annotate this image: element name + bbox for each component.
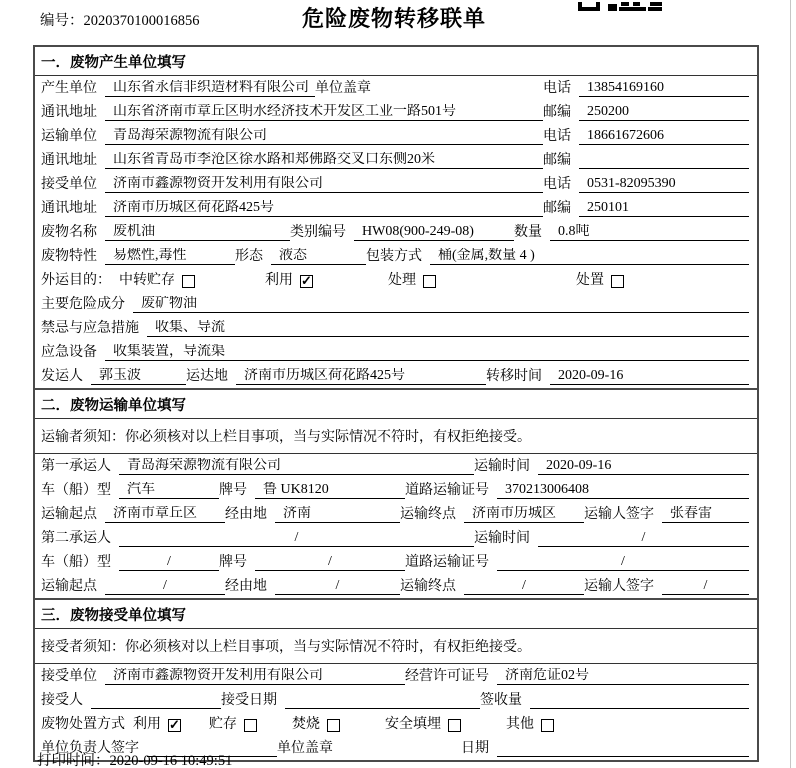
checkbox-group xyxy=(133,717,181,733)
field-value: 废矿物油 xyxy=(133,296,749,313)
checkbox-group xyxy=(576,273,624,289)
field-label: 接受单位 xyxy=(41,669,97,684)
checkbox-group xyxy=(385,717,461,733)
checkbox-unchecked-icon xyxy=(448,719,461,732)
form-row xyxy=(35,172,757,196)
checkbox-label: 焚烧 xyxy=(292,717,320,732)
field-label: 废物名称 xyxy=(41,225,97,240)
field-label: 经由地 xyxy=(225,507,267,522)
field-label: 道路运输证号 xyxy=(405,555,489,570)
field-label: 通讯地址 xyxy=(41,201,97,216)
field-value xyxy=(91,708,221,709)
serial-value: 2020370100016856 xyxy=(83,13,200,29)
spacer xyxy=(195,288,265,289)
field-value xyxy=(285,708,480,709)
field-value: 鲁 UK8120 xyxy=(255,482,405,499)
field-value: / xyxy=(497,554,749,571)
print-time-label: 打印时间： xyxy=(37,753,110,768)
field-value: 收集、导流 xyxy=(147,320,749,337)
field-label: 通讯地址 xyxy=(41,105,97,120)
field-value: / xyxy=(255,554,405,571)
field-value: 山东省济南市章丘区明水经济技术开发区工业一路501号 xyxy=(105,104,543,121)
section-title: 二．废物运输单位填写 xyxy=(35,388,757,419)
field-value xyxy=(530,708,749,709)
field-value: 济南市历城区荷花路425号 xyxy=(236,368,486,385)
field-label: 车（船）型 xyxy=(41,555,111,570)
field-value: / xyxy=(119,554,219,571)
checkbox-group xyxy=(506,717,554,733)
field-label: 单位盖章 xyxy=(315,81,371,96)
checkbox-label: 处置 xyxy=(576,273,604,288)
field-value xyxy=(497,756,749,757)
field-label: 邮编 xyxy=(543,153,571,168)
field-label: 日期 xyxy=(461,741,489,756)
checkbox-label: 处理 xyxy=(388,273,416,288)
field-value: 桶(金属,数量 4 ) xyxy=(430,248,749,265)
field-label: 电话 xyxy=(543,81,571,96)
form-row xyxy=(35,712,757,736)
form-row xyxy=(35,688,757,712)
checkbox-unchecked-icon xyxy=(423,275,436,288)
page-title: 危险废物转移联单 xyxy=(301,6,486,31)
field-label: 废物特性 xyxy=(41,249,97,264)
spacer xyxy=(313,288,388,289)
field-value: 济南市历城区荷花路425号 xyxy=(105,200,543,217)
field-value: 18661672606 xyxy=(579,128,749,145)
field-value: 0531-82095390 xyxy=(579,176,749,193)
form-row xyxy=(35,196,757,220)
form-table xyxy=(33,45,759,762)
field-value: 250200 xyxy=(579,104,749,121)
section-note: 接受者须知：你必须核对以上栏目事项，当与实际情况不符时，有权拒绝接受。 xyxy=(35,629,757,664)
spacer xyxy=(340,732,385,733)
checkbox-label: 其他 xyxy=(506,717,534,732)
field-label: 电话 xyxy=(543,129,571,144)
checkbox-label: 安全填埋 xyxy=(385,717,441,732)
checkbox-label: 利用 xyxy=(265,273,293,288)
field-label: 经营许可证号 xyxy=(405,669,489,684)
field-label: 单位盖章 xyxy=(277,741,333,756)
print-time-value: 2020-09-16 10:49:51 xyxy=(109,753,233,768)
form-row xyxy=(35,664,757,688)
field-value: 济南 xyxy=(275,506,400,523)
form-row xyxy=(35,76,757,100)
field-value: 2020-09-16 xyxy=(538,458,749,475)
form-row xyxy=(35,454,757,478)
field-label: 单位负责人签字 xyxy=(41,741,139,756)
checkbox-checked-icon: ✓ xyxy=(169,716,180,732)
field-value: 370213006408 xyxy=(497,482,749,499)
field-value: 青岛海荣源物流有限公司 xyxy=(119,458,474,475)
checkbox-group xyxy=(292,717,340,733)
field-value: / xyxy=(105,578,225,595)
form-row xyxy=(35,244,757,268)
form-row xyxy=(35,550,757,574)
form-row xyxy=(35,220,757,244)
field-label: 禁忌与应急措施 xyxy=(41,321,139,336)
field-label: 接受人 xyxy=(41,693,83,708)
spacer xyxy=(461,732,506,733)
form-row xyxy=(35,574,757,598)
field-label: 运输时间 xyxy=(474,531,530,546)
checkbox-unchecked-icon xyxy=(244,719,257,732)
field-value: 济南市鑫源物资开发利用有限公司 xyxy=(105,668,405,685)
checkbox-unchecked-icon xyxy=(611,275,624,288)
field-label: 运输人签字 xyxy=(584,507,654,522)
field-label: 邮编 xyxy=(543,201,571,216)
field-label: 主要危险成分 xyxy=(41,297,125,312)
field-label: 运输终点 xyxy=(400,579,456,594)
field-value: 济南市鑫源物资开发利用有限公司 xyxy=(105,176,543,193)
form-row xyxy=(35,292,757,316)
field-label: 通讯地址 xyxy=(41,153,97,168)
field-value: 250101 xyxy=(579,200,749,217)
spacer xyxy=(257,732,292,733)
print-time xyxy=(37,749,232,768)
form-row xyxy=(35,340,757,364)
field-label: 牌号 xyxy=(219,483,247,498)
field-value: 张春雷 xyxy=(662,506,749,523)
field-label: 形态 xyxy=(235,249,263,264)
field-label: 发运人 xyxy=(41,369,83,384)
form-row xyxy=(35,124,757,148)
field-value: 山东省永信非织造材料有限公司 xyxy=(105,80,315,97)
field-value: 山东省青岛市李沧区徐水路和郑佛路交叉口东侧20米 xyxy=(105,152,543,169)
checkbox-group xyxy=(265,273,313,289)
field-label: 运输时间 xyxy=(474,459,530,474)
field-label: 数量 xyxy=(514,225,542,240)
field-value: HW08(900-249-08) xyxy=(354,224,514,241)
field-value xyxy=(579,168,749,169)
field-label: 道路运输证号 xyxy=(405,483,489,498)
page-edge-line xyxy=(790,0,791,768)
field-label: 接受单位 xyxy=(41,177,97,192)
field-label: 车（船）型 xyxy=(41,483,111,498)
field-label: 外运目的： xyxy=(41,273,111,288)
field-label: 应急设备 xyxy=(41,345,97,360)
field-label: 运输起点 xyxy=(41,507,97,522)
field-value: 济南市历城区 xyxy=(464,506,584,523)
checkbox-unchecked-icon xyxy=(327,719,340,732)
field-value: / xyxy=(119,530,474,547)
checkbox-group xyxy=(209,717,257,733)
field-value: 青岛海荣源物流有限公司 xyxy=(105,128,543,145)
checkbox-group xyxy=(119,273,195,289)
field-label: 转移时间 xyxy=(486,369,542,384)
field-value: 济南市章丘区 xyxy=(105,506,225,523)
spacer xyxy=(436,288,576,289)
qr-code-icon xyxy=(578,0,662,9)
field-label: 产生单位 xyxy=(41,81,97,96)
section-note: 运输者须知：你必须核对以上栏目事项，当与实际情况不符时，有权拒绝接受。 xyxy=(35,419,757,454)
field-value: 易燃性,毒性 xyxy=(105,248,235,265)
field-value: / xyxy=(464,578,584,595)
field-value: 0.8吨 xyxy=(550,224,749,241)
checkbox-unchecked-icon xyxy=(541,719,554,732)
checkbox-checked-icon: ✓ xyxy=(301,272,312,288)
field-label: 签收量 xyxy=(480,693,522,708)
field-label: 第一承运人 xyxy=(41,459,111,474)
field-value: / xyxy=(538,530,749,547)
checkbox-unchecked-icon xyxy=(182,275,195,288)
field-label: 运输起点 xyxy=(41,579,97,594)
field-label: 接受日期 xyxy=(221,693,277,708)
form-row xyxy=(35,478,757,502)
field-value: 液态 xyxy=(271,248,366,265)
section-title: 一．废物产生单位填写 xyxy=(35,47,757,76)
form-row xyxy=(35,502,757,526)
field-label: 包装方式 xyxy=(366,249,422,264)
form-row xyxy=(35,100,757,124)
field-label: 运达地 xyxy=(186,369,228,384)
field-value: 废机油 xyxy=(105,224,290,241)
checkbox-label: 贮存 xyxy=(209,717,237,732)
checkbox-label: 利用 xyxy=(133,717,161,732)
field-label: 运输单位 xyxy=(41,129,97,144)
field-value: 郭玉波 xyxy=(91,368,186,385)
field-label: 电话 xyxy=(543,177,571,192)
form-row xyxy=(35,148,757,172)
field-label: 经由地 xyxy=(225,579,267,594)
serial-label: 编号： xyxy=(40,13,84,29)
field-label: 运输终点 xyxy=(400,507,456,522)
form-row xyxy=(35,268,757,292)
spacer xyxy=(181,732,209,733)
field-value: / xyxy=(662,578,749,595)
field-value: 13854169160 xyxy=(579,80,749,97)
form-row xyxy=(35,364,757,388)
form-row xyxy=(35,316,757,340)
field-value: 汽车 xyxy=(119,482,219,499)
field-label: 邮编 xyxy=(543,105,571,120)
checkbox-group xyxy=(388,273,436,289)
spacer xyxy=(341,756,461,757)
field-label: 废物处置方式 xyxy=(41,717,125,732)
form-row xyxy=(35,526,757,550)
field-label: 第二承运人 xyxy=(41,531,111,546)
section-title: 三．废物接受单位填写 xyxy=(35,598,757,629)
field-label: 类别编号 xyxy=(290,225,346,240)
field-value: / xyxy=(275,578,400,595)
checkbox-label: 中转贮存 xyxy=(119,273,175,288)
field-label: 牌号 xyxy=(219,555,247,570)
field-value: 收集装置，导流渠 xyxy=(105,344,749,361)
field-value: 济南危证02号 xyxy=(497,668,749,685)
field-value: 2020-09-16 xyxy=(550,368,749,385)
field-label: 运输人签字 xyxy=(584,579,654,594)
